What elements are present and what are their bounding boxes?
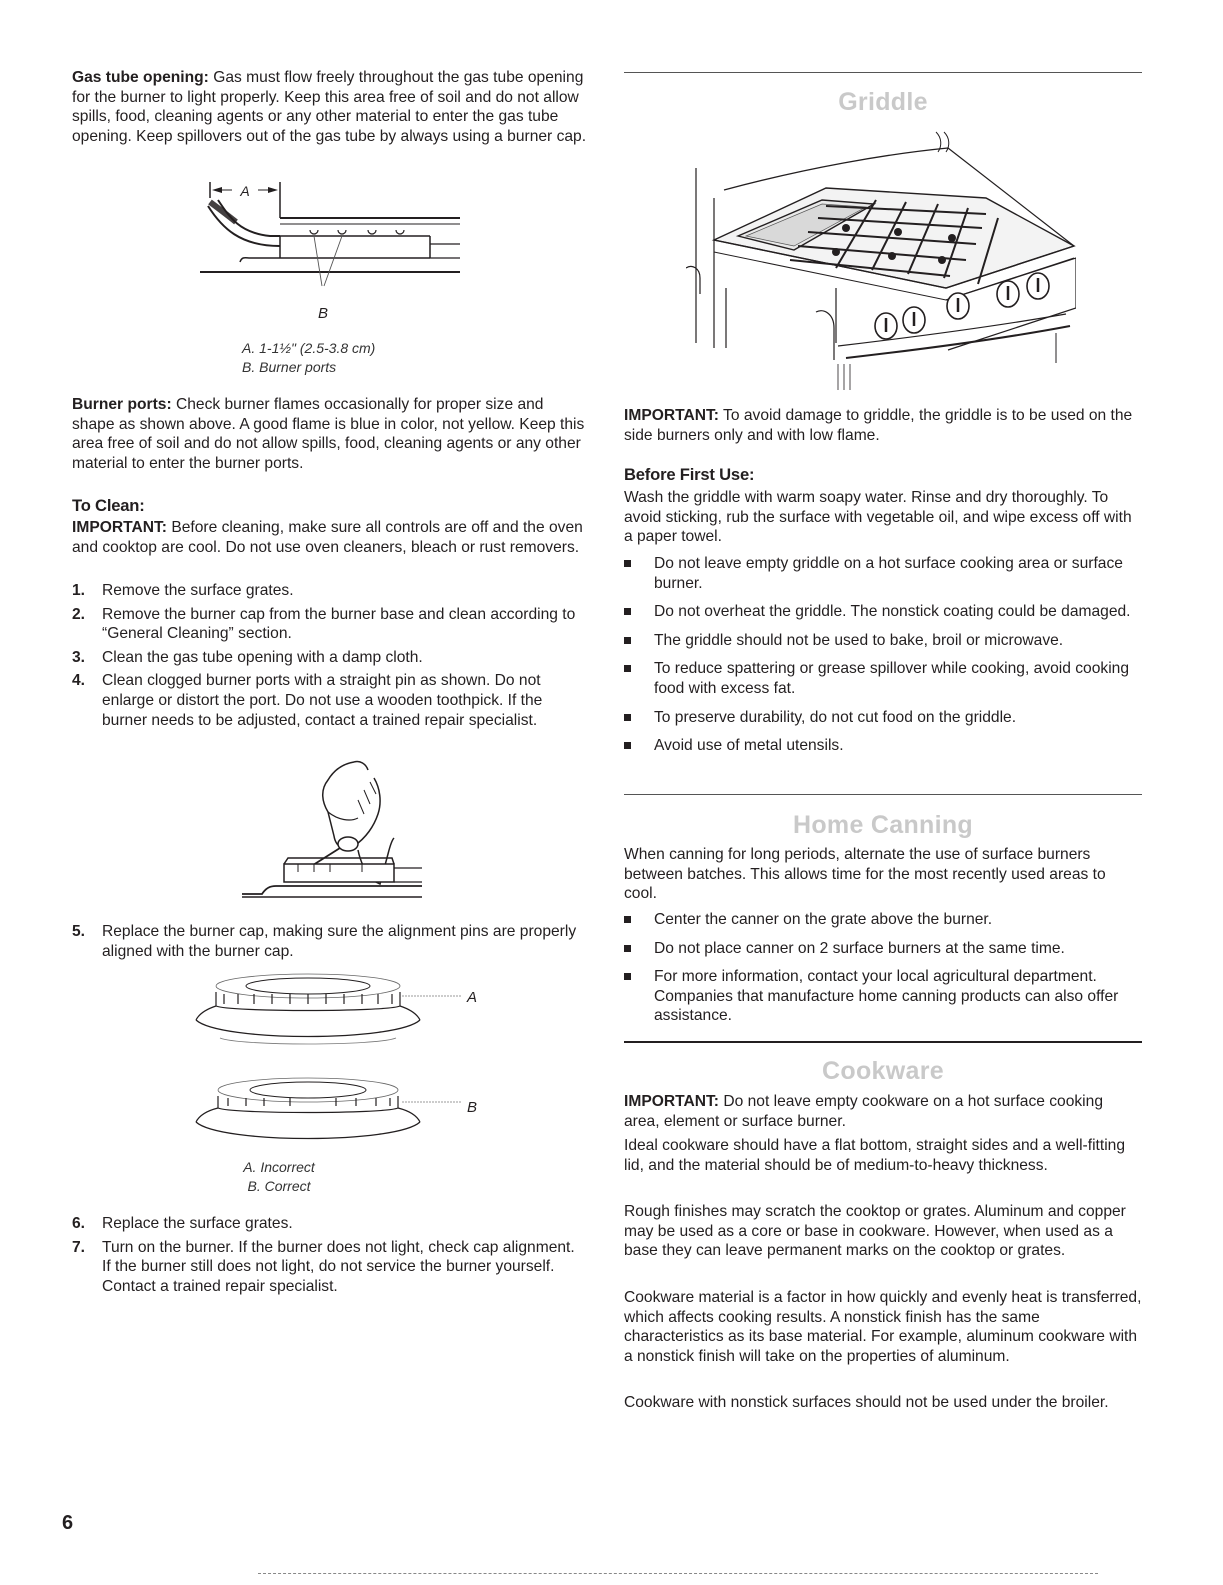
griddle-important-lead: IMPORTANT: <box>624 407 719 424</box>
cleaning-steps-final-list <box>72 1214 586 1296</box>
cleaning-step: 1. Remove the surface grates. <box>72 582 294 599</box>
burner-ports-paragraph <box>72 395 590 473</box>
cleaning-step: 5. Replace the burner cap, making sure the alignment pins are properly aligned with the burner cap. <box>72 923 577 960</box>
section-divider <box>624 72 1142 73</box>
cookware-title: Cookware <box>822 1057 944 1085</box>
burner-ports-text: Check burner flames occasionally for proper size and shape as shown above. A good flame is blue in color, not yellow. Keep this area free of soil and do not allow spills, food, cleaning agents or any other material to enter the burner ports. <box>72 396 585 472</box>
fig3-label-a: A <box>467 989 478 1006</box>
page-number: 6 <box>62 1512 74 1534</box>
gas-tube-figure <box>200 178 460 328</box>
fig1-caption-a: A. 1-1½" (2.5-3.8 cm) <box>242 340 376 356</box>
fig3-caption-b: B. Correct <box>247 1178 311 1194</box>
before-first-use-heading: Before First Use: <box>624 465 755 484</box>
griddle-bullet: Do not overheat the griddle. The nonstick coating could be damaged. <box>624 602 1138 622</box>
cookware-important-lead: IMPORTANT: <box>624 1093 719 1110</box>
griddle-bullet-list <box>624 554 1138 756</box>
bottom-edge-line <box>258 1573 1098 1574</box>
cookware-paragraph: Ideal cookware should have a flat bottom, straight sides and a well-fitting lid, and the material should be of medium-to-heavy thickness. <box>624 1137 1126 1174</box>
griddle-important <box>624 406 1142 445</box>
cleaning-step: 2. Remove the burner cap from the burner base and clean according to “General Cleaning” section. <box>72 605 576 643</box>
gas-tube-lead: Gas tube opening: <box>72 69 209 86</box>
cleaning-step5-list <box>72 922 586 961</box>
bullet-square-icon <box>624 742 631 749</box>
burner-ports-lead: Burner ports: <box>72 396 172 413</box>
fig1-label-b: B <box>317 305 329 322</box>
to-clean-important-lead: IMPORTANT: <box>72 519 167 536</box>
section-divider <box>624 1041 1142 1043</box>
before-first-use-text: Wash the griddle with warm soapy water. Rinse and dry thoroughly. To avoid sticking, rub the surface with vegetable oil, and wipe excess off with a paper towel. <box>624 489 1132 546</box>
griddle-bullet: To reduce spattering or grease spillover while cooking, avoid cooking food with excess fat. <box>624 659 1138 698</box>
gas-tube-paragraph <box>72 68 590 146</box>
cookware-paragraph: Rough finishes may scratch the cooktop or grates. Aluminum and copper may be used as a core or base in cookware. However, when used as a base they can leave permanent marks on the cooktop or grates. <box>624 1203 1126 1260</box>
bullet-square-icon <box>624 560 631 567</box>
cookware-important-text: Do not leave empty cookware on a hot surface cooking area, element or surface burner. <box>624 1093 1103 1130</box>
range-with-griddle-illustration <box>686 128 1076 393</box>
hand-with-pin-illustration <box>242 760 422 900</box>
cleaning-step: 3. Clean the gas tube opening with a damp cloth. <box>72 648 423 666</box>
griddle-important-text: To avoid damage to griddle, the griddle is to be used on the side burners only and with low flame. <box>624 407 1133 444</box>
bullet-square-icon <box>624 916 631 923</box>
fig1-caption-b: B. Burner ports <box>242 359 337 375</box>
canning-bullet: For more information, contact your local agricultural department. Companies that manufacture home canning products can also offer assistance. <box>624 967 1138 1026</box>
fig1-label-a: A <box>240 183 250 199</box>
home-canning-title: Home Canning <box>793 811 973 839</box>
section-divider <box>624 794 1142 795</box>
home-canning-text: When canning for long periods, alternate the use of surface burners between batches. This allows time for the most recently used areas to cool. <box>624 846 1106 903</box>
burner-cap-alignment-illustration <box>180 972 480 1162</box>
burner-side-view-illustration <box>200 178 460 328</box>
griddle-bullet: Do not leave empty griddle on a hot surface cooking area or surface burner. <box>624 554 1138 593</box>
bullet-square-icon <box>624 945 631 952</box>
canning-bullet: Do not place canner on 2 surface burners at the same time. <box>624 939 1138 959</box>
griddle-bullet: Avoid use of metal utensils. <box>624 736 1138 756</box>
bullet-square-icon <box>624 714 631 721</box>
fig3-label-b: B <box>467 1099 478 1116</box>
cleaning-step: 7. Turn on the burner. If the burner does not light, check cap alignment. If the burner still does not light, do not service the burner yourself. Contact a trained repair specialist. <box>72 1238 575 1295</box>
griddle-bullet: The griddle should not be used to bake, broil or microwave. <box>624 631 1138 651</box>
to-clean-important-text: Before cleaning, make sure all controls are off and the oven and cooktop are cool. Do not use oven cleaners, bleach or rust removers. <box>72 519 583 556</box>
cookware-important <box>624 1092 1142 1131</box>
cleaning-step: 6. Replace the surface grates. <box>72 1215 293 1232</box>
pin-cleaning-figure <box>242 760 422 900</box>
bullet-square-icon <box>624 665 631 672</box>
canning-bullet-list <box>624 910 1138 1026</box>
cleaning-steps-list <box>72 581 586 730</box>
fig3-caption-a: A. Incorrect <box>243 1159 315 1175</box>
cleaning-step: 4. Clean clogged burner ports with a straight pin as shown. Do not enlarge or distort the port. Do not use a wooden toothpick. If the burner needs to be adjusted, contact a trained repair specialist. <box>72 672 543 729</box>
bullet-square-icon <box>624 973 631 980</box>
griddle-figure <box>686 128 1076 393</box>
cap-alignment-figure <box>180 972 480 1162</box>
gas-tube-text: Gas must flow freely throughout the gas tube opening for the burner to light properly. Keep this area free of soil and do not allow spills, food, cleaning agents or any other material to enter the gas tube opening. Keep spillovers out of the gas tube by always using a burner cap. <box>72 69 587 145</box>
to-clean-important <box>72 518 590 557</box>
to-clean-heading: To Clean: <box>72 496 145 515</box>
griddle-bullet: To preserve durability, do not cut food on the griddle. <box>624 708 1138 728</box>
cookware-paragraph: Cookware material is a factor in how quickly and evenly heat is transferred, which affects cooking results. A nonstick finish has the same characteristics as its base material. For example, aluminum cookware with a nonstick finish will take on the properties of aluminum. <box>624 1289 1142 1365</box>
cookware-paragraph: Cookware with nonstick surfaces should not be used under the broiler. <box>624 1394 1109 1411</box>
bullet-square-icon <box>624 637 631 644</box>
canning-bullet: Center the canner on the grate above the burner. <box>624 910 1138 930</box>
bullet-square-icon <box>624 608 631 615</box>
griddle-title: Griddle <box>838 88 928 116</box>
